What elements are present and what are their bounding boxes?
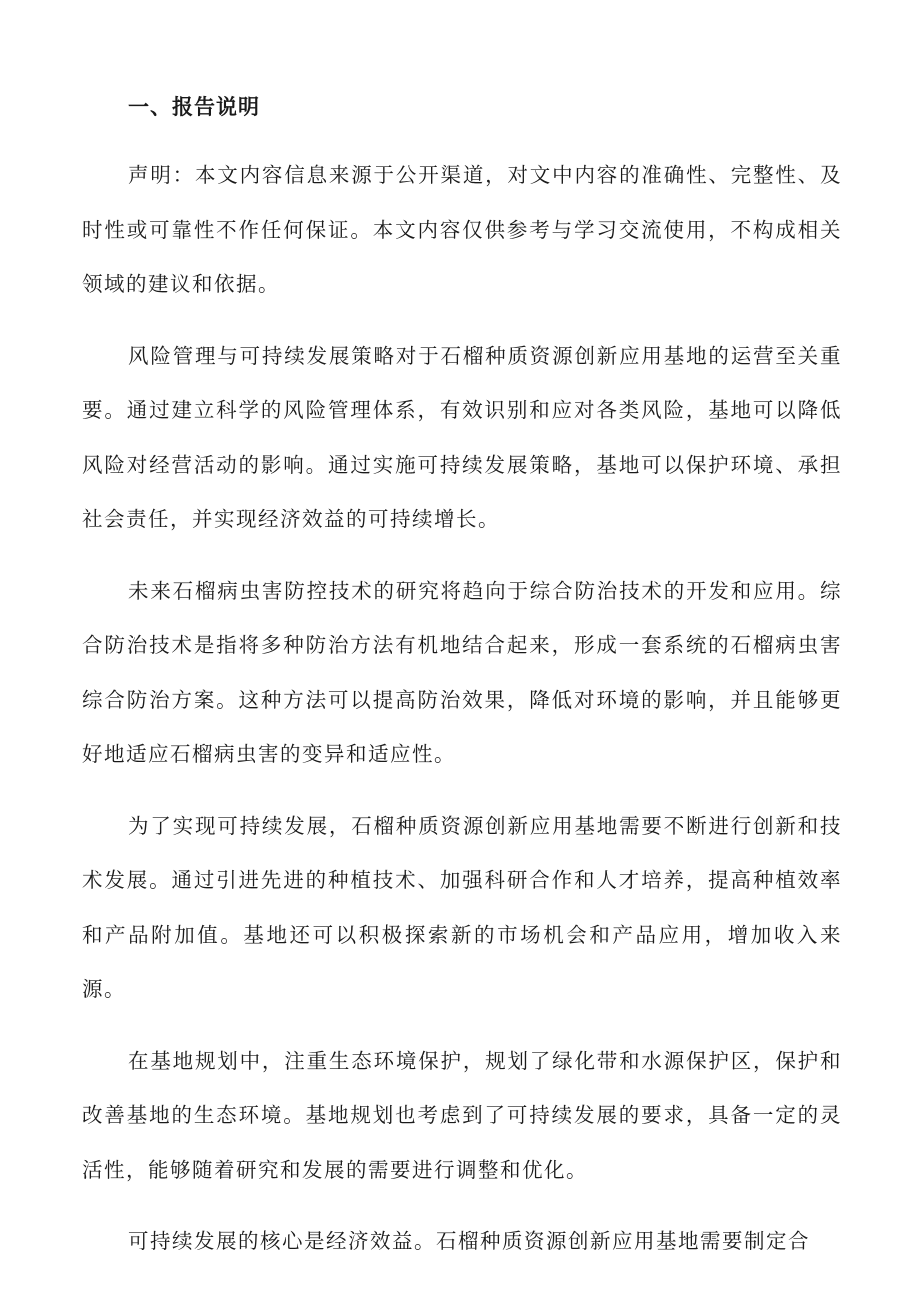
disclaimer-paragraph: 声明：本文内容信息来源于公开渠道，对文中内容的准确性、完整性、及时性或可靠性不作任何保证。本文内容仅供参考与学习交流使用，不构成相关领域的建议和依据。 <box>82 163 842 296</box>
innovation-paragraph: 为了实现可持续发展，石榴种质资源创新应用基地需要不断进行创新和技术发展。通过引进先进的种植技术、加强科研合作和人才培养，提高种植效率和产品附加值。基地还可以积极探索新的市场机会和产品应用，增加收入来源。 <box>82 813 842 1001</box>
document-body <box>82 80 842 1286</box>
section-heading: 一、报告说明 <box>128 95 260 119</box>
pest-control-paragraph: 未来石榴病虫害防控技术的研究将趋向于综合防治技术的开发和应用。综合防治技术是指将多种防治方法有机地结合起来，形成一套系统的石榴病虫害综合防治方案。这种方法可以提高防治效果，降低对环境的影响，并且能够更好地适应石榴病虫害的变异和适应性。 <box>82 578 842 766</box>
economic-benefit-paragraph: 可持续发展的核心是经济效益。石榴种质资源创新应用基地需要制定合 <box>128 1229 810 1253</box>
ecology-planning-paragraph: 在基地规划中，注重生态环境保护，规划了绿化带和水源保护区，保护和改善基地的生态环境。基地规划也考虑到了可持续发展的要求，具备一定的灵活性，能够随着研究和发展的需要进行调整和优化。 <box>82 1048 842 1182</box>
risk-management-paragraph: 风险管理与可持续发展策略对于石榴种质资源创新应用基地的运营至关重要。通过建立科学的风险管理体系，有效识别和应对各类风险，基地可以降低风险对经营活动的影响。通过实施可持续发展策略，基地可以保护环境、承担社会责任，并实现经济效益的可持续增长。 <box>82 343 842 531</box>
